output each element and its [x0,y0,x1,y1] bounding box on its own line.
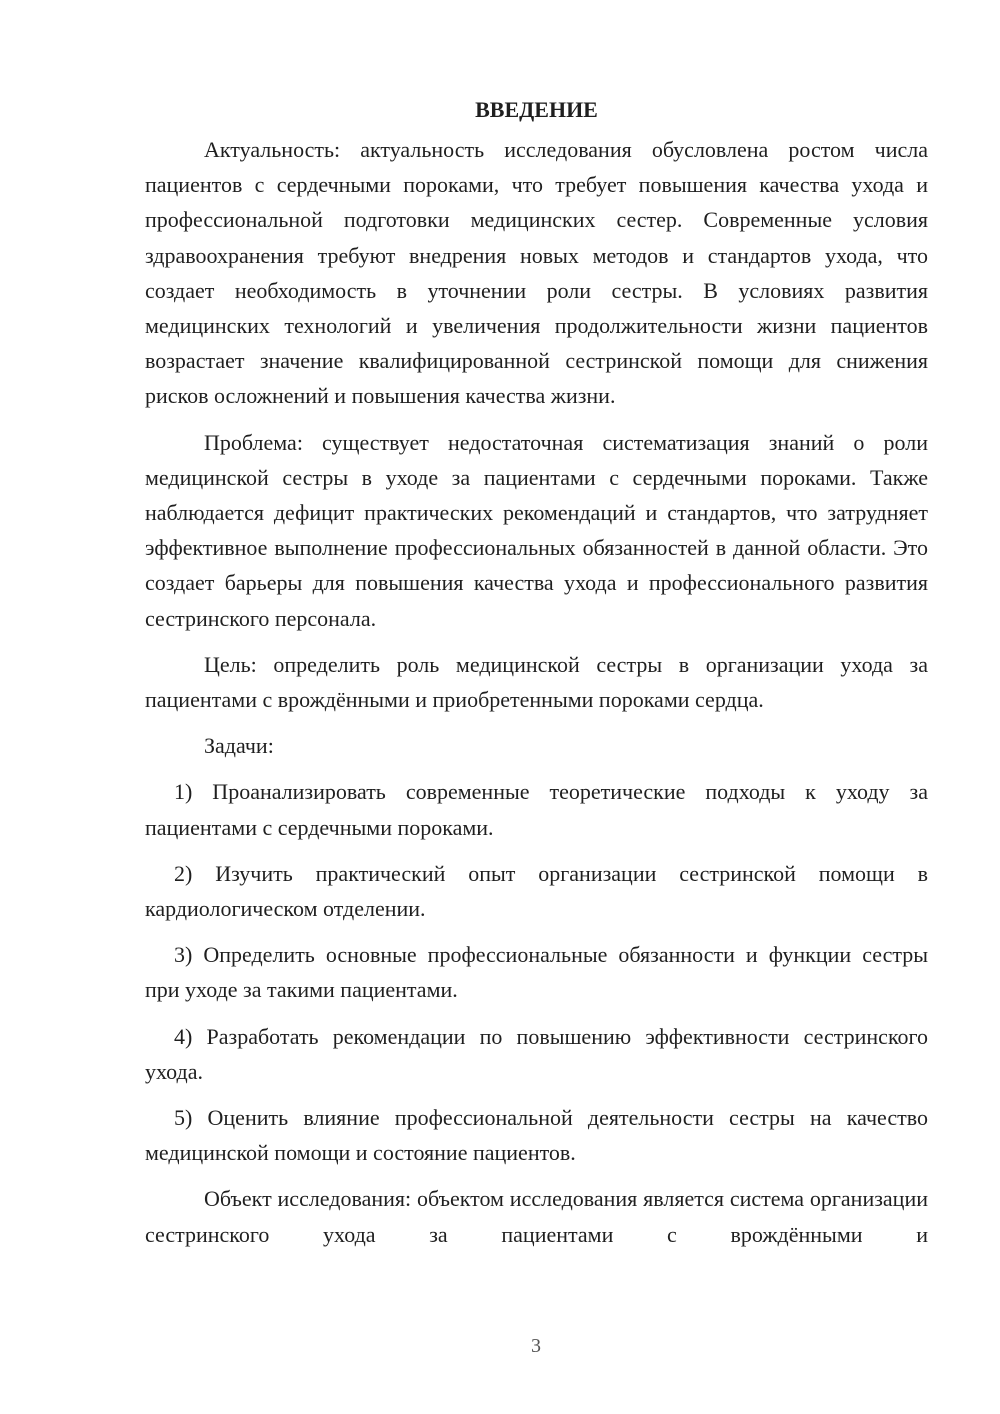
object-paragraph: Объект исследования: объектом исследования является система организации сестринского ухода за пациентами с врождёнными и [145,1186,928,1247]
relevance-paragraph: Актуальность: актуальность исследования обусловлена ростом числа пациентов с сердечными пороками, что требует повышения качества ухода и профессиональной подготовки медицинских сестер. Современные условия здравоохранения требуют внедрения новых методов и стандартов ухода, что создает необходимость в уточнении роли сестры. В условиях развития медицинских технологий и увеличения продолжительности жизни пациентов возрастает значение квалифицированной сестринской помощи для снижения рисков осложнений и повышения качества жизни. [145,137,928,409]
task-item-3: 3) Определить основные профессиональные обязанности и функции сестры при уходе за такими пациентами. [145,942,928,1003]
page-title: ВВЕДЕНИЕ [475,97,598,122]
page-number: 3 [531,1335,541,1357]
task-item-4: 4) Разработать рекомендации по повышению эффективности сестринского ухода. [145,1023,928,1084]
task-item-1: 1) Проанализировать современные теоретические подходы к уходу за пациентами с сердечными пороками. [145,779,928,840]
problem-paragraph: Проблема: существует недостаточная систематизация знаний о роли медицинской сестры в уходе за пациентами с сердечными пороками. Также наблюдается дефицит практических рекомендаций и стандартов, что затрудняет эффективное выполнение профессиональных обязанностей в данной области. Это создает барьеры для повышения качества ухода и профессионального развития сестринского персонала. [145,429,928,631]
goal-paragraph: Цель: определить роль медицинской сестры в организации ухода за пациентами с врождёнными и приобретенными пороками сердца. [145,651,928,713]
task-item-5: 5) Оценить влияние профессиональной деятельности сестры на качество медицинской помощи и состояние пациентов. [145,1105,928,1166]
document-body [145,92,928,1252]
task-item-2: 2) Изучить практический опыт организации сестринской помощи в кардиологическом отделении. [145,860,928,922]
tasks-heading: Задачи: [204,733,274,759]
